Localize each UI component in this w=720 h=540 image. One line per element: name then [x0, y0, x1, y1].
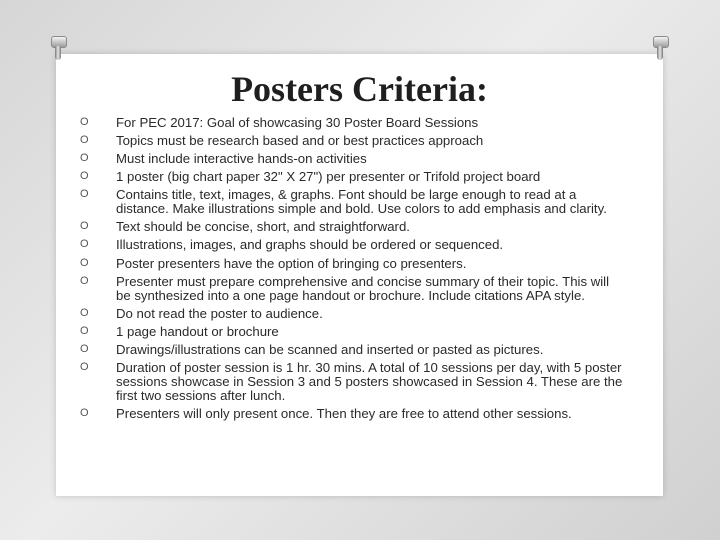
bullet-marker-icon: O: [80, 134, 89, 147]
bullet-marker-icon: O: [80, 220, 89, 233]
bullet-text: Poster presenters have the option of bringing co presenters.: [116, 255, 467, 271]
bullet-item: [80, 188, 625, 216]
pushpin-left-icon: [50, 36, 66, 62]
bullet-text: Topics must be research based and or best practices approach: [116, 133, 484, 149]
bullet-item: [80, 407, 625, 421]
bullet-item: [80, 170, 625, 184]
bullet-marker-icon: O: [80, 306, 89, 319]
bullet-marker-icon: O: [80, 360, 89, 373]
bullet-marker-icon: O: [80, 238, 89, 251]
bullet-text: For PEC 2017: Goal of showcasing 30 Poster Board Sessions: [116, 115, 479, 130]
bullet-item: [80, 307, 625, 321]
bullet-item: [80, 361, 625, 403]
bullet-item: [80, 134, 625, 148]
bullet-marker-icon: O: [80, 324, 89, 337]
bullet-item: [80, 343, 625, 357]
bullet-text: Text should be concise, short, and straightforward.: [116, 219, 410, 235]
bullet-text: Do not read the poster to audience.: [116, 305, 323, 321]
bullet-text: 1 poster (big chart paper 32" X 27") per presenter or Trifold project board: [116, 169, 541, 185]
bullet-text: Contains title, text, images, & graphs. Font should be large enough to read at a distance. Make illustrations simple and bold. Use colors to add emphasis and clarity.: [116, 187, 607, 217]
bullet-item: [80, 275, 625, 303]
bullet-text: Must include interactive hands-on activities: [116, 151, 367, 167]
bullet-marker-icon: O: [80, 116, 89, 128]
bullet-text: Duration of poster session is 1 hr. 30 mins. A total of 10 sessions per day, with 5 poster sessions showcase in Session 3 and 5 posters showcased in Session 4. These are the first two sessions after lunch.: [116, 359, 623, 403]
bullet-list: [80, 116, 625, 425]
bullet-text: Illustrations, images, and graphs should be ordered or sequenced.: [116, 237, 504, 253]
bullet-item: [80, 116, 625, 130]
bullet-text: Presenter must prepare comprehensive and concise summary of their topic. This will be synthesized into a one page handout or brochure. Include citations APA style.: [116, 273, 610, 303]
bullet-item: [80, 325, 625, 339]
pushpin-right-icon: [652, 36, 668, 62]
slide-title: Posters Criteria:: [231, 69, 488, 109]
bullet-marker-icon: O: [80, 406, 89, 419]
bullet-item: [80, 220, 625, 234]
bullet-marker-icon: O: [80, 170, 89, 183]
bullet-text: Drawings/illustrations can be scanned and inserted or pasted as pictures.: [116, 341, 544, 357]
bullet-marker-icon: O: [80, 274, 89, 287]
bullet-text: 1 page handout or brochure: [116, 323, 279, 339]
bullet-item: [80, 152, 625, 166]
bullet-marker-icon: O: [80, 342, 89, 355]
bullet-marker-icon: O: [80, 256, 89, 269]
bullet-item: [80, 238, 625, 252]
bullet-text: Presenters will only present once. Then they are free to attend other sessions.: [116, 405, 572, 421]
bullet-item: [80, 257, 625, 271]
bullet-marker-icon: O: [80, 188, 89, 201]
bullet-marker-icon: O: [80, 152, 89, 165]
